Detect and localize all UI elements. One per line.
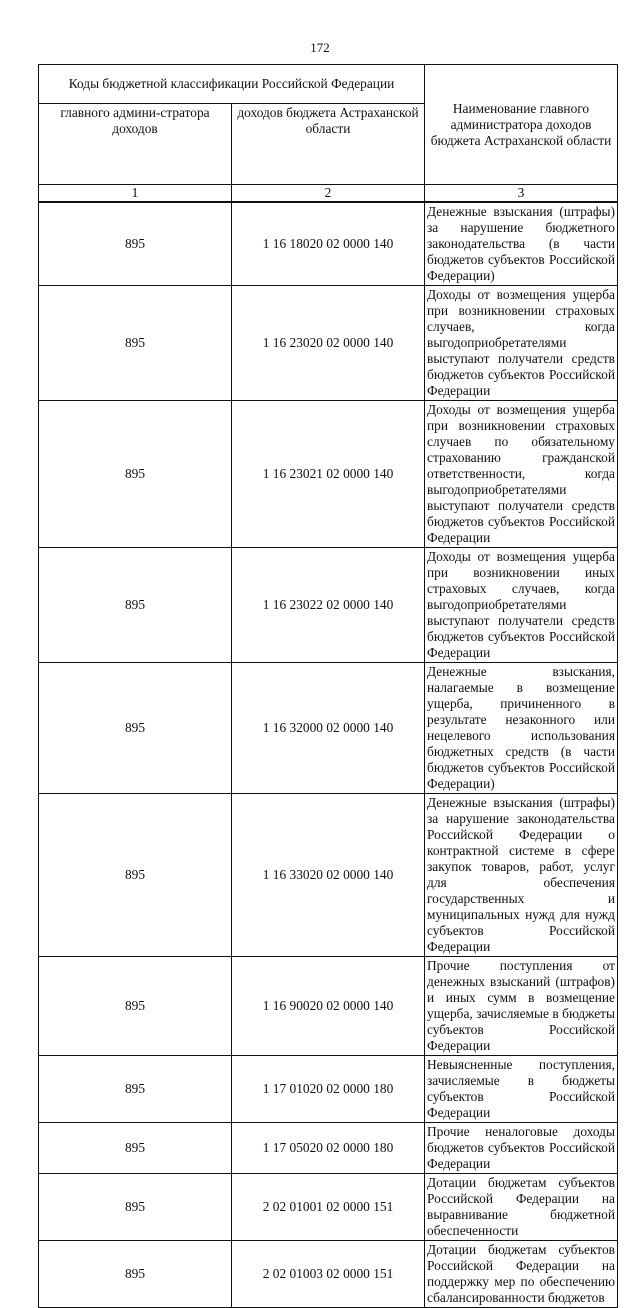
income-code-cell: 1 16 32000 02 0000 140: [232, 663, 425, 794]
table-row: [39, 957, 618, 1056]
income-code-cell: 1 16 18020 02 0000 140: [232, 202, 425, 286]
header-admin-column: главного админи-стратора доходов: [39, 104, 232, 185]
income-code-cell: 2 02 01003 02 0000 151: [232, 1241, 425, 1308]
income-name-cell: Дотации бюджетам субъектов Российской Федерации на поддержку мер по обеспечению сбалансированности бюджетов: [425, 1241, 618, 1308]
income-code-cell: 2 02 01001 02 0000 151: [232, 1174, 425, 1241]
income-code-cell: 1 16 23020 02 0000 140: [232, 286, 425, 401]
table-row: [39, 663, 618, 794]
header-code-column: доходов бюджета Астраханской области: [232, 104, 425, 185]
page-number: 172: [310, 40, 330, 55]
admin-code-cell: 895: [39, 663, 232, 794]
admin-code-cell: 895: [39, 1241, 232, 1308]
admin-code-cell: 895: [39, 202, 232, 286]
admin-code-cell: 895: [39, 1174, 232, 1241]
income-name-cell: Дотации бюджетам субъектов Российской Федерации на выравнивание бюджетной обеспеченности: [425, 1174, 618, 1241]
table-row: [39, 1241, 618, 1308]
income-name-cell: Доходы от возмещения ущерба при возникновении страховых случаев, когда выгодоприобретателями выступают получатели средств бюджетов субъектов Российской Федерации: [425, 286, 618, 401]
income-name-cell: Доходы от возмещения ущерба при возникновении иных страховых случаев, когда выгодоприобретателями выступают получатели средств бюджетов субъектов Российской Федерации: [425, 548, 618, 663]
income-name-cell: Прочие неналоговые доходы бюджетов субъектов Российской Федерации: [425, 1123, 618, 1174]
admin-code-cell: 895: [39, 1056, 232, 1123]
income-code-cell: 1 16 23022 02 0000 140: [232, 548, 425, 663]
admin-code-cell: 895: [39, 1123, 232, 1174]
income-code-cell: 1 16 23021 02 0000 140: [232, 401, 425, 548]
column-numbers-row: [39, 185, 618, 203]
admin-code-cell: 895: [39, 794, 232, 957]
table-row: [39, 1123, 618, 1174]
admin-code-cell: 895: [39, 548, 232, 663]
table-row: [39, 401, 618, 548]
income-code-cell: 1 17 01020 02 0000 180: [232, 1056, 425, 1123]
income-code-cell: 1 16 33020 02 0000 140: [232, 794, 425, 957]
budget-codes-table: [38, 64, 618, 1308]
income-name-cell: Доходы от возмещения ущерба при возникновении страховых случаев по обязательному страхованию гражданской ответственности, когда выгодоприобретателями выступают получатели средств бюджетов субъектов Российской Федерации: [425, 401, 618, 548]
income-code-cell: 1 17 05020 02 0000 180: [232, 1123, 425, 1174]
table-row: [39, 286, 618, 401]
income-name-cell: Невыясненные поступления, зачисляемые в бюджеты субъектов Российской Федерации: [425, 1056, 618, 1123]
table-row: [39, 794, 618, 957]
income-name-cell: Прочие поступления от денежных взысканий (штрафов) и иных сумм в возмещение ущерба, зачисляемые в бюджеты субъектов Российской Федерации: [425, 957, 618, 1056]
admin-code-cell: 895: [39, 957, 232, 1056]
income-name-cell: Денежные взыскания (штрафы) за нарушение бюджетного законодательства (в части бюджетов субъектов Российской Федерации): [425, 202, 618, 286]
column-number: 2: [232, 185, 425, 203]
table-row: [39, 1056, 618, 1123]
income-name-cell: Денежные взыскания, налагаемые в возмещение ущерба, причиненного в результате незаконного или нецелевого использования бюджетных средств (в части бюджетов субъектов Российской Федерации): [425, 663, 618, 794]
admin-code-cell: 895: [39, 286, 232, 401]
table-row: [39, 548, 618, 663]
header-name-column: Наименование главного администратора доходов бюджета Астраханской области: [425, 65, 618, 185]
income-code-cell: 1 16 90020 02 0000 140: [232, 957, 425, 1056]
header-group-codes: Коды бюджетной классификации Российской Федерации: [39, 65, 425, 104]
column-number: 3: [425, 185, 618, 203]
table-row: [39, 202, 618, 286]
column-number: 1: [39, 185, 232, 203]
table-row: [39, 1174, 618, 1241]
income-name-cell: Денежные взыскания (штрафы) за нарушение законодательства Российской Федерации о контрактной системе в сфере закупок товаров, работ, услуг для обеспечения государственных и муниципальных нужд для нужд субъектов Российской Федерации: [425, 794, 618, 957]
admin-code-cell: 895: [39, 401, 232, 548]
